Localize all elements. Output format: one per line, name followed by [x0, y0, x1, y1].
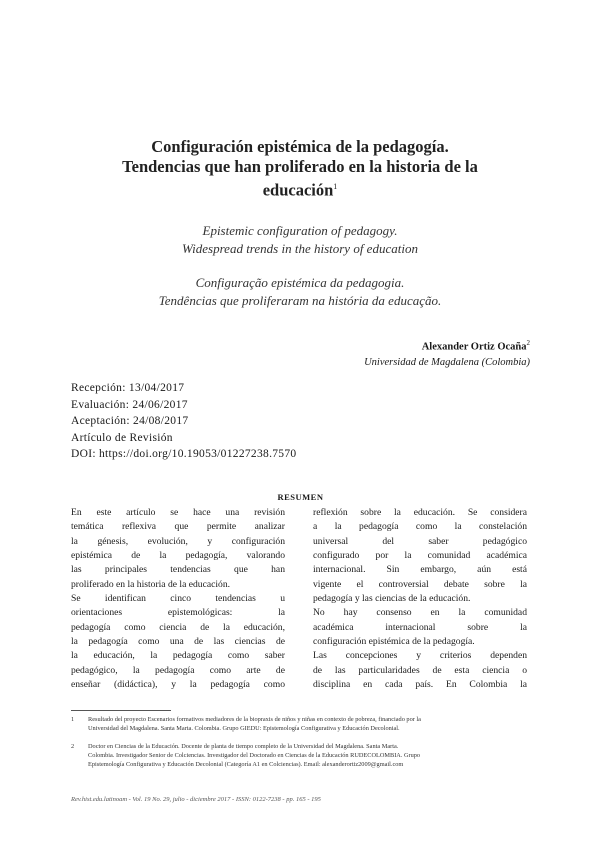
footnote-divider — [71, 710, 171, 711]
abstract-line: la pedagogía como una de las ciencias de — [71, 636, 285, 648]
footnote-number: 2 — [71, 743, 75, 750]
english-title-line: Widespread trends in the history of education — [182, 241, 418, 256]
author-block — [364, 336, 530, 370]
evaluation-date: Evaluación: 24/06/2017 — [71, 398, 188, 411]
abstract-line: internacional. Sin embargo, aún está — [313, 564, 527, 576]
author-affiliation: Universidad de Magdalena (Colombia) — [364, 356, 530, 368]
abstract-line: académica internacional sobre la — [313, 621, 527, 633]
abstract-line: la génesis, evolución, y configuración — [71, 535, 285, 547]
abstract-line: Se identifican cinco tendencias u — [71, 593, 285, 605]
abstract-line: vigente el controversial debate sobre la — [313, 578, 527, 590]
abstract-line: epistémica de la pedagogía, valorando — [71, 550, 285, 562]
abstract-line: temática reflexiva que permite analizar — [71, 521, 285, 533]
abstract-line: reflexión sobre la educación. Se considera — [313, 507, 527, 518]
abstract-line: las principales tendencias que han — [71, 564, 285, 576]
abstract-line: la educación, la pedagogía como saber — [71, 650, 285, 662]
footnote-line: Doctor en Ciencias de la Educación. Docente de planta de tiempo completo de la Universidad del Magdalena. Santa Marta. — [88, 743, 399, 750]
abstract-line: En este artículo se hace una revisión — [71, 507, 285, 518]
abstract-line: configurado por la comunidad académica — [313, 550, 527, 562]
abstract-line: universal del saber pedagógico — [313, 535, 527, 547]
footnote-line: Resultado del proyecto Escenarios formativos mediadores de la biopraxis de niños y niñas en contexto de pobreza, financiado por la — [88, 716, 421, 723]
article-title — [60, 137, 540, 201]
abstract-right-column — [313, 506, 527, 692]
footnote-number: 1 — [71, 716, 75, 723]
footnote-2 — [71, 742, 530, 770]
portuguese-title — [60, 274, 540, 310]
footnote-1 — [71, 715, 530, 733]
footnote-line: Epistemología Configurativa y Educación Decolonial (Categoría A1 en Colciencias). Email: alexanderortiz2009@gmail.com — [88, 761, 404, 769]
abstract-line: enseñar (didáctica), y la pedagogía como — [71, 679, 285, 691]
abstract-line: No hay consenso en la comunidad — [313, 607, 527, 619]
title-line: educación$^1$ — [262, 180, 338, 200]
title-line: Tendencias que han proliferado en la historia de la — [122, 157, 478, 176]
author-footnote-mark[interactable]: 2 — [526, 339, 530, 347]
author-name: Alexander Ortiz Ocaña$^2$ — [421, 339, 530, 353]
abstract-line: disciplina en cada país. En Colombia la — [313, 679, 527, 691]
abstract-line: orientaciones epistemológicas: la — [71, 607, 285, 619]
footnote-text — [88, 715, 530, 733]
portuguese-title-line: Configuração epistémica da pedagogia. — [195, 275, 405, 290]
abstract-line: Las concepciones y criterios dependen — [313, 650, 527, 662]
journal-footer: Rev.hist.edu.latinoam - Vol. 19 No. 29, julio - diciembre 2017 - ISSN: 0122-7238 - pp. 165 - 195 — [71, 796, 321, 803]
abstract-line: pedagogía y las ciencias de la educación. — [313, 593, 471, 605]
english-title — [60, 222, 540, 258]
acceptance-date: Aceptación: 24/08/2017 — [71, 415, 189, 427]
abstract-heading: RESUMEN — [277, 492, 324, 502]
abstract-line: a la pedagogía como la constelación — [313, 521, 527, 533]
reception-date: Recepción: 13/04/2017 — [71, 382, 185, 394]
english-title-line: Epistemic configuration of pedagogy. — [202, 223, 398, 238]
portuguese-title-line: Tendências que proliferaram na história da educação. — [158, 293, 442, 308]
footnote-line: Universidad del Magdalena. Santa Marta. Colombia. Grupo GIEDU: Epistemología Configurativa y Educación Decolonial. — [88, 725, 400, 733]
title-footnote-mark[interactable]: 1 — [333, 182, 338, 191]
doi-link[interactable]: DOI: https://doi.org/10.19053/01227238.7570 — [71, 448, 297, 460]
abstract-line: proliferado en la historia de la educación. — [71, 578, 231, 590]
footnote-line: Colombia. Investigador Senior de Colciencias. Investigador del Doctorado en Ciencias de la Educación RUDECOLOMBIA. Grupo — [88, 752, 421, 760]
article-type: Artículo de Revisión — [71, 431, 173, 444]
abstract-line: configuración epistémica de la pedagogía. — [313, 636, 475, 648]
abstract-line: pedagogía como ciencia de la educación, — [71, 621, 285, 633]
abstract-line: pedagógico, la pedagogía como arte de — [71, 664, 285, 676]
abstract-line: de las particularidades de esta ciencia o — [313, 664, 527, 676]
article-metadata — [71, 380, 296, 463]
title-line: Configuración epistémica de la pedagogía. — [151, 137, 449, 156]
footnote-text — [88, 742, 530, 770]
abstract-left-column — [71, 506, 285, 692]
